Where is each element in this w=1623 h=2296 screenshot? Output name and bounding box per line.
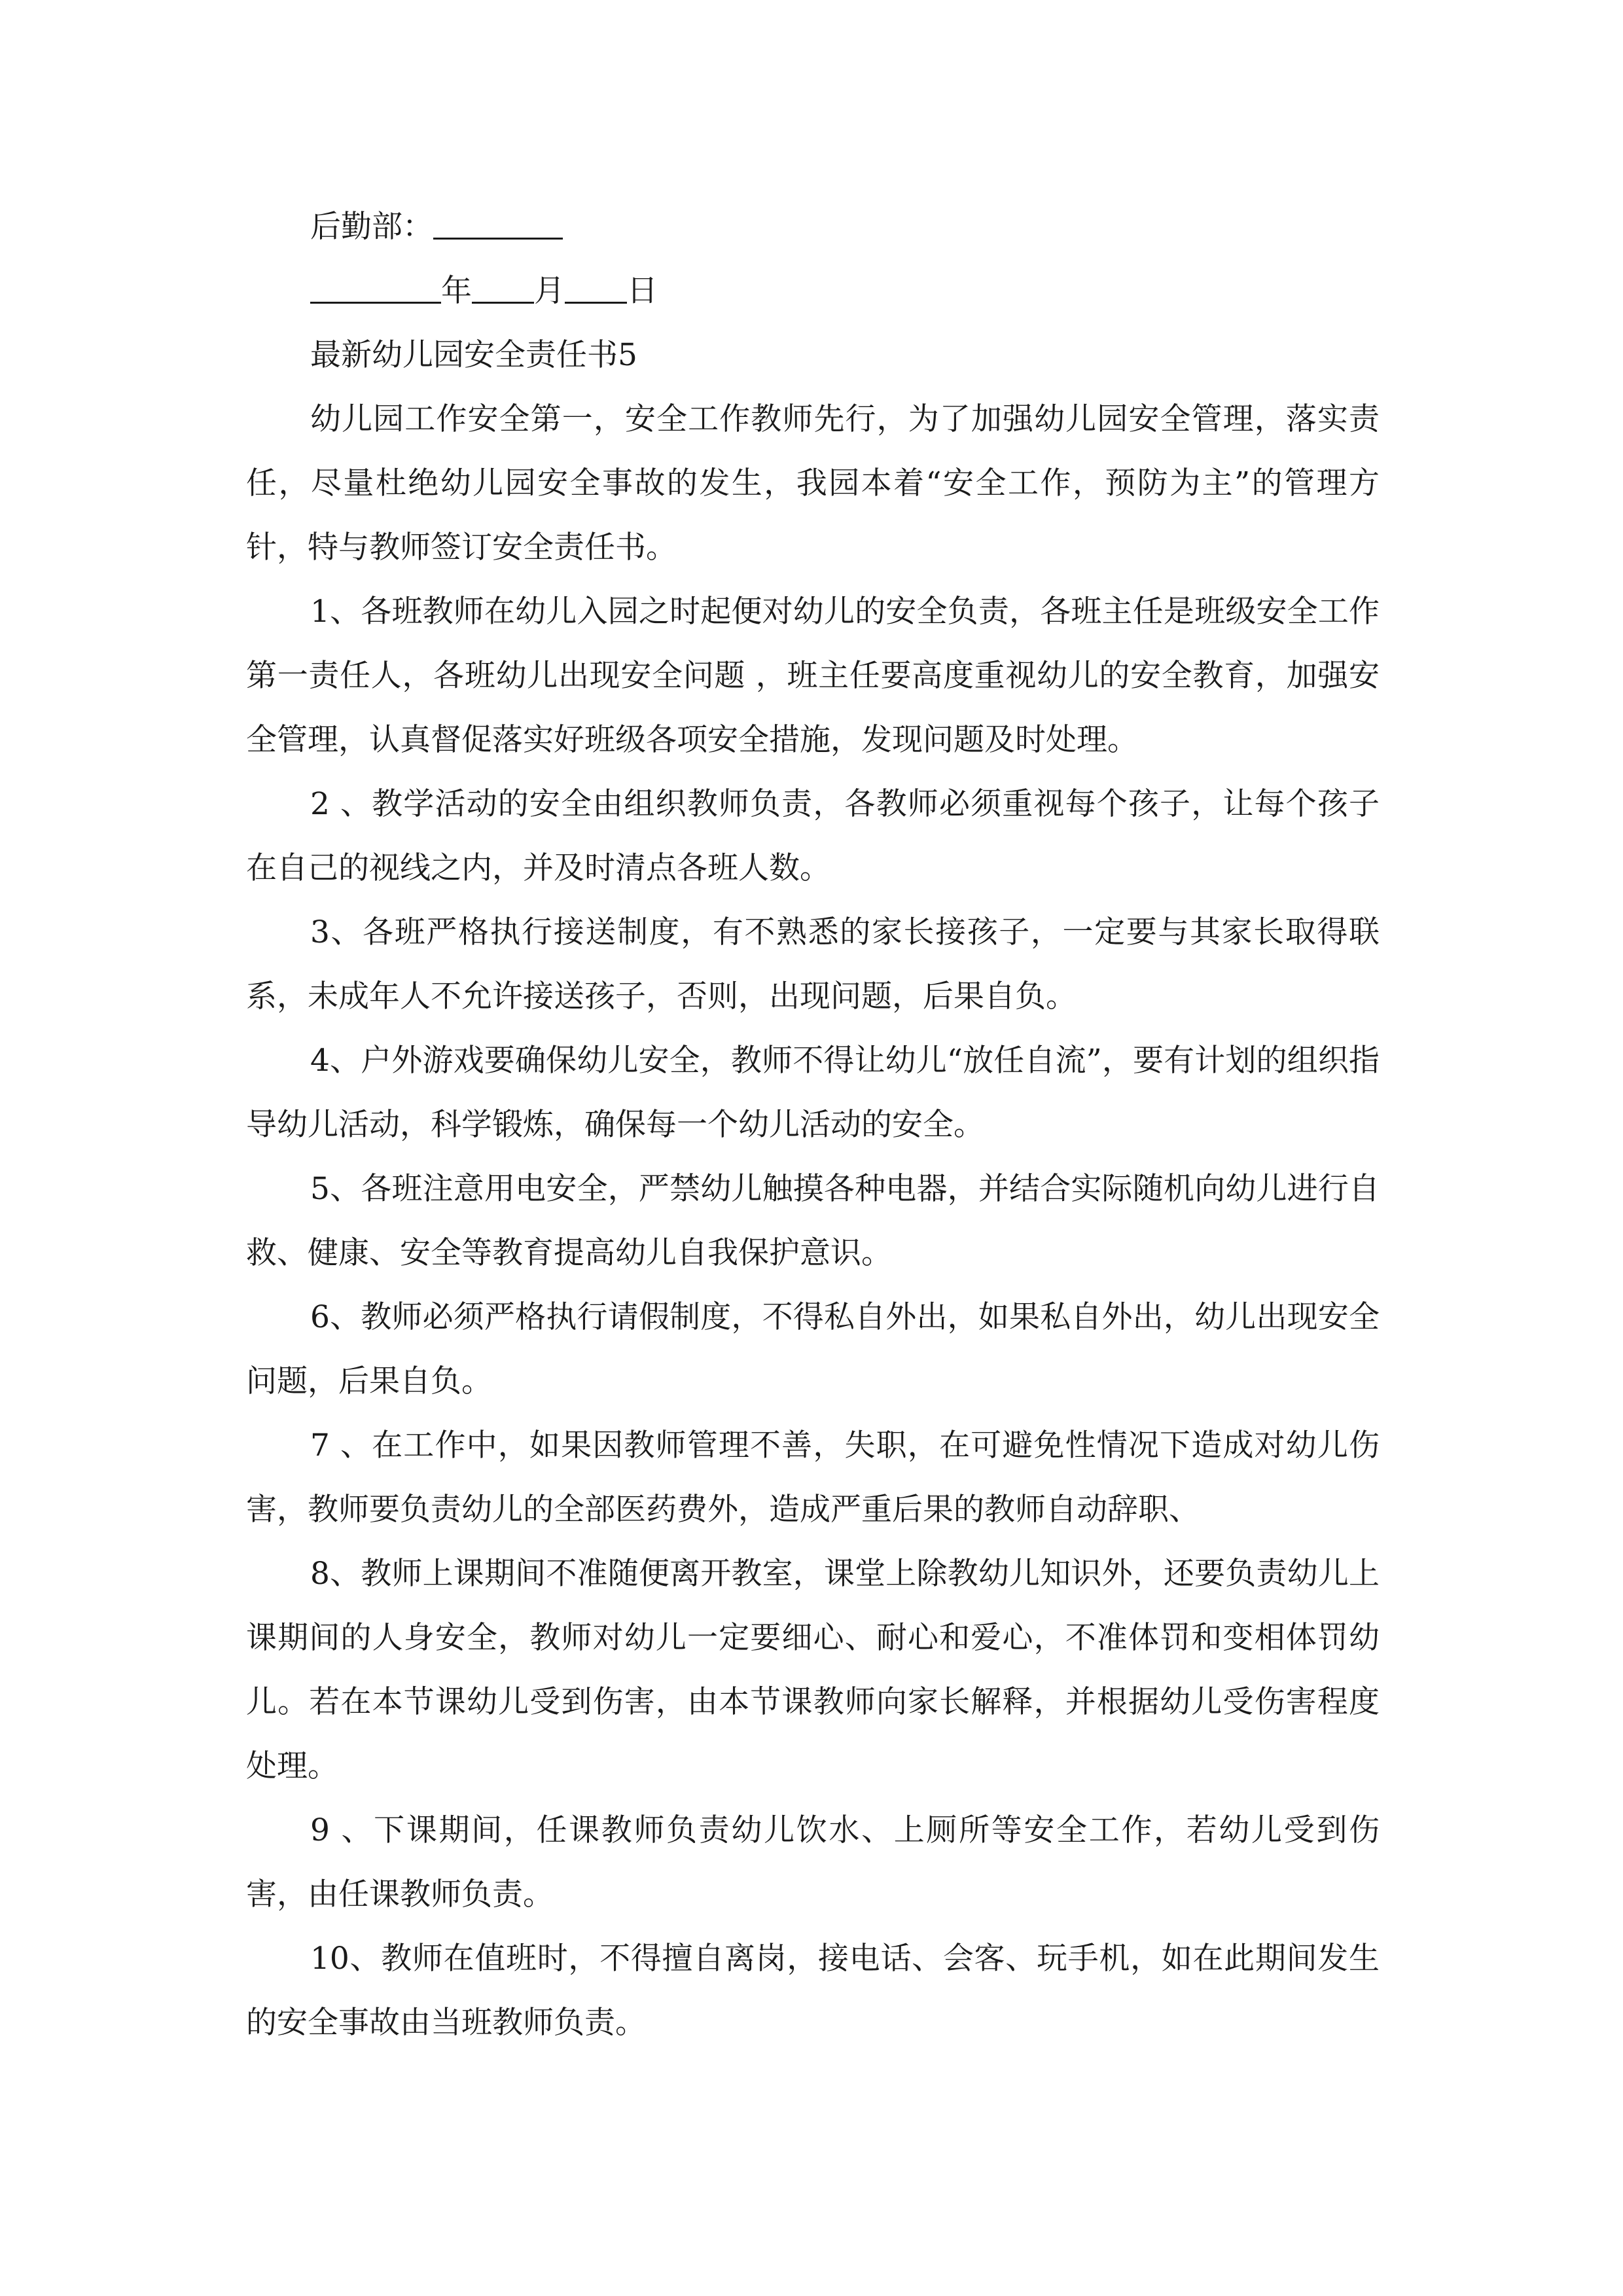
year-blank [310,276,441,304]
document-body [246,195,1380,2055]
year-label: 年 [441,273,472,309]
document-title: 最新幼儿园安全责任书5 [310,337,637,373]
intro-paragraph: 幼儿园工作安全第一，安全工作教师先行，为了加强幼儿园安全管理，落实责任，尽量杜绝幼儿园安全事故的发生，我园本着“安全工作，预防为主”的管理方针，特与教师签订安全责任书。 [246,401,1380,565]
logistics-signature-line [246,195,1380,259]
clause-8: 8、教师上课期间不准随便离开教室，课堂上除教幼儿知识外，还要负责幼儿上课期间的人身安全，教师对幼儿一定要细心、耐心和爱心，不准体罚和变相体罚幼儿。若在本节课幼儿受到伤害，由本节课教师向家长解释，并根据幼儿受伤害程度处理。 [246,1556,1380,1784]
clause-3: 3、各班严格执行接送制度，有不熟悉的家长接孩子，一定要与其家长取得联系，未成年人不允许接送孩子，否则，出现问题，后果自负。 [246,914,1380,1014]
clause-2: 2 、教学活动的安全由组织教师负责，各教师必须重视每个孩子，让每个孩子在自己的视线之内，并及时清点各班人数。 [246,786,1380,886]
month-blank [472,276,534,304]
day-blank [565,276,627,304]
logistics-label: 后勤部： [310,209,433,245]
clause-10: 10、教师在值班时，不得擅自离岗，接电话、会客、玩手机，如在此期间发生的安全事故由当班教师负责。 [246,1941,1380,2041]
clause-7: 7 、在工作中，如果因教师管理不善，失职，在可避免性情况下造成对幼儿伤害，教师要负责幼儿的全部医药费外，造成严重后果的教师自动辞职、 [246,1427,1380,1528]
clause-4: 4、户外游戏要确保幼儿安全，教师不得让幼儿“放任自流”，要有计划的组织指导幼儿活动，科学锻炼，确保每一个幼儿活动的安全。 [246,1043,1380,1143]
month-label: 月 [534,273,565,309]
date-line [246,259,1380,323]
clause-6: 6、教师必须严格执行请假制度，不得私自外出，如果私自外出，幼儿出现安全问题，后果自负。 [246,1299,1380,1399]
logistics-signature-blank [433,211,563,240]
day-label: 日 [627,273,658,309]
clause-5: 5、各班注意用电安全，严禁幼儿触摸各种电器，并结合实际随机向幼儿进行自救、健康、安全等教育提高幼儿自我保护意识。 [246,1171,1380,1271]
clause-9: 9 、下课期间，任课教师负责幼儿饮水、上厕所等安全工作，若幼儿受到伤害，由任课教师负责。 [246,1812,1380,1912]
clause-1: 1、各班教师在幼儿入园之时起便对幼儿的安全负责，各班主任是班级安全工作第一责任人，各班幼儿出现安全问题 ，班主任要高度重视幼儿的安全教育，加强安全管理，认真督促落实好班级各项安全措施，发现问题及时处理。 [246,594,1380,758]
